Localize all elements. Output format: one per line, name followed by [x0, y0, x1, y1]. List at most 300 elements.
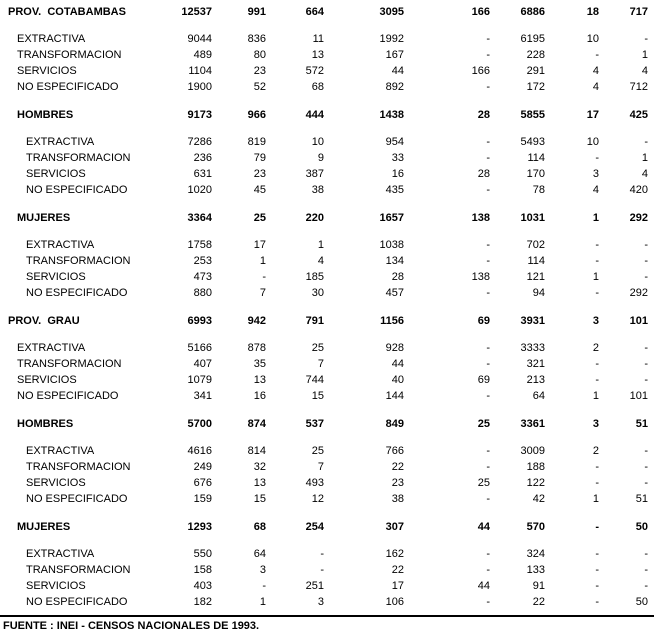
category-row	[0, 150, 654, 166]
value-cell: 1657	[379, 212, 404, 224]
value-cell: 23	[391, 477, 404, 489]
value-cell: 4	[592, 81, 599, 93]
value-cell: 17	[586, 109, 599, 121]
value-cell: 15	[253, 493, 266, 505]
value-cell: 22	[532, 596, 545, 608]
value-cell: 570	[526, 521, 545, 533]
row-label: PROV. GRAU	[8, 315, 80, 327]
value-cell: -	[595, 358, 599, 370]
value-cell: 16	[391, 168, 404, 180]
value-cell: 40	[391, 374, 404, 386]
value-cell: 1079	[187, 374, 212, 386]
value-cell: 407	[193, 358, 212, 370]
value-cell: 307	[385, 521, 404, 533]
value-cell: -	[644, 358, 648, 370]
category-row	[0, 134, 654, 150]
value-cell: 13	[253, 374, 266, 386]
value-cell: 22	[391, 564, 404, 576]
category-row	[0, 285, 654, 301]
value-cell: -	[595, 477, 599, 489]
value-cell: 966	[247, 109, 266, 121]
category-row	[0, 594, 654, 610]
value-cell: 6993	[187, 315, 212, 327]
value-cell: 114	[527, 255, 545, 267]
category-row	[0, 546, 654, 562]
value-cell: 9173	[187, 109, 212, 121]
value-cell: 79	[253, 152, 266, 164]
value-cell: -	[644, 445, 648, 457]
value-cell: -	[644, 33, 648, 45]
value-cell: 4	[592, 65, 599, 77]
value-cell: 64	[532, 390, 545, 402]
value-cell: 1758	[187, 239, 212, 251]
value-cell: -	[644, 548, 648, 560]
row-label: SERVICIOS	[26, 477, 86, 489]
row-label: NO ESPECIFICADO	[26, 493, 128, 505]
row-label: MUJERES	[17, 212, 71, 224]
source-note: FUENTE : INEI - CENSOS NACIONALES DE 1993.	[0, 615, 654, 633]
value-cell: -	[486, 461, 490, 473]
value-cell: -	[486, 81, 490, 93]
value-cell: 3	[317, 596, 324, 608]
value-cell: 435	[385, 184, 404, 196]
value-cell: 30	[311, 287, 324, 299]
value-cell: 133	[526, 564, 545, 576]
value-cell: 457	[385, 287, 404, 299]
value-cell: 489	[193, 49, 212, 61]
value-cell: 16	[253, 390, 266, 402]
value-cell: 68	[311, 81, 324, 93]
value-cell: 942	[247, 315, 266, 327]
category-row	[0, 166, 654, 182]
category-row	[0, 237, 654, 253]
value-cell: 444	[305, 109, 324, 121]
row-label: TRANSFORMACION	[26, 255, 131, 267]
value-cell: 292	[629, 212, 648, 224]
value-cell: 159	[193, 493, 212, 505]
row-label: HOMBRES	[17, 109, 74, 121]
value-cell: 836	[247, 33, 266, 45]
row-label: EXTRACTIVA	[26, 445, 95, 457]
value-cell: 13	[311, 49, 324, 61]
section-header-row	[0, 210, 654, 226]
value-cell: 80	[253, 49, 266, 61]
value-cell: 4	[592, 184, 599, 196]
value-cell: 5493	[520, 136, 545, 148]
value-cell: -	[486, 184, 490, 196]
value-cell: 1031	[520, 212, 545, 224]
value-cell: 10	[586, 136, 599, 148]
value-cell: 28	[477, 109, 490, 121]
value-cell: 78	[532, 184, 545, 196]
row-label: TRANSFORMACION	[17, 358, 122, 370]
value-cell: 4616	[187, 445, 212, 457]
value-cell: 23	[253, 168, 266, 180]
value-cell: 185	[305, 271, 324, 283]
value-cell: 6886	[520, 6, 545, 18]
row-label: TRANSFORMACION	[17, 49, 122, 61]
value-cell: 5700	[187, 418, 212, 430]
value-cell: 33	[391, 152, 404, 164]
value-cell: 928	[385, 342, 404, 354]
row-label: EXTRACTIVA	[17, 33, 86, 45]
value-cell: 6195	[520, 33, 545, 45]
row-label: SERVICIOS	[26, 271, 86, 283]
category-row	[0, 372, 654, 388]
value-cell: 167	[385, 49, 404, 61]
value-cell: 38	[391, 493, 404, 505]
value-cell: 17	[253, 239, 266, 251]
category-row	[0, 459, 654, 475]
value-cell: -	[486, 255, 490, 267]
value-cell: 631	[193, 168, 212, 180]
value-cell: -	[595, 461, 599, 473]
value-cell: 4	[641, 65, 648, 77]
section-header-row	[0, 416, 654, 432]
value-cell: -	[595, 521, 599, 533]
category-row	[0, 253, 654, 269]
value-cell: -	[644, 271, 648, 283]
value-cell: 880	[193, 287, 212, 299]
value-cell: 12537	[181, 6, 212, 18]
value-cell: -	[644, 255, 648, 267]
value-cell: 1	[259, 255, 266, 267]
value-cell: 162	[385, 548, 404, 560]
value-cell: 25	[311, 342, 324, 354]
value-cell: 17	[391, 580, 404, 592]
value-cell: 25	[311, 445, 324, 457]
value-cell: 1	[592, 212, 599, 224]
value-cell: 878	[247, 342, 266, 354]
value-cell: -	[595, 564, 599, 576]
value-cell: 702	[526, 239, 545, 251]
value-cell: 7	[259, 287, 266, 299]
category-row	[0, 47, 654, 63]
value-cell: 1038	[379, 239, 404, 251]
value-cell: 64	[253, 548, 266, 560]
value-cell: 220	[305, 212, 324, 224]
value-cell: 1	[592, 493, 599, 505]
value-cell: -	[595, 255, 599, 267]
value-cell: 23	[253, 65, 266, 77]
value-cell: 51	[635, 418, 648, 430]
category-row	[0, 31, 654, 47]
value-cell: 213	[526, 374, 545, 386]
value-cell: 341	[193, 390, 212, 402]
value-cell: 717	[629, 6, 648, 18]
value-cell: 170	[526, 168, 545, 180]
row-label: TRANSFORMACION	[26, 152, 131, 164]
value-cell: 572	[305, 65, 324, 77]
value-cell: 228	[526, 49, 545, 61]
value-cell: 69	[477, 315, 490, 327]
value-cell: 791	[305, 315, 324, 327]
value-cell: 69	[477, 374, 490, 386]
value-cell: 236	[193, 152, 212, 164]
value-cell: 387	[305, 168, 324, 180]
value-cell: 253	[193, 255, 212, 267]
value-cell: 664	[305, 6, 324, 18]
value-cell: 94	[532, 287, 545, 299]
value-cell: 121	[526, 271, 545, 283]
value-cell: -	[262, 271, 266, 283]
value-cell: 114	[527, 152, 545, 164]
value-cell: 158	[193, 564, 212, 576]
value-cell: 9	[317, 152, 324, 164]
value-cell: -	[644, 580, 648, 592]
value-cell: -	[644, 461, 648, 473]
value-cell: -	[644, 374, 648, 386]
value-cell: 138	[471, 271, 490, 283]
value-cell: 291	[526, 65, 545, 77]
value-cell: 10	[586, 33, 599, 45]
section-header-row	[0, 313, 654, 329]
value-cell: 676	[193, 477, 212, 489]
value-cell: 1	[592, 390, 599, 402]
value-cell: 172	[526, 81, 545, 93]
value-cell: -	[486, 596, 490, 608]
value-cell: 1	[259, 596, 266, 608]
value-cell: 101	[629, 315, 648, 327]
row-label: EXTRACTIVA	[26, 136, 95, 148]
value-cell: 38	[311, 184, 324, 196]
value-cell: 4	[641, 168, 648, 180]
value-cell: -	[644, 477, 648, 489]
value-cell: 3931	[520, 315, 545, 327]
value-cell: 425	[629, 109, 648, 121]
category-row	[0, 340, 654, 356]
value-cell: 7	[317, 461, 324, 473]
category-row	[0, 562, 654, 578]
value-cell: 182	[193, 596, 212, 608]
value-cell: 50	[635, 596, 648, 608]
value-cell: 51	[635, 493, 648, 505]
value-cell: 3	[259, 564, 266, 576]
row-label: TRANSFORMACION	[26, 564, 131, 576]
value-cell: 3009	[520, 445, 545, 457]
row-label: MUJERES	[17, 521, 71, 533]
value-cell: -	[320, 564, 324, 576]
row-label: NO ESPECIFICADO	[26, 596, 128, 608]
category-row	[0, 388, 654, 404]
value-cell: 11	[312, 33, 324, 45]
value-cell: -	[644, 136, 648, 148]
value-cell: 25	[477, 418, 490, 430]
value-cell: -	[595, 287, 599, 299]
value-cell: -	[486, 445, 490, 457]
value-cell: 251	[305, 580, 324, 592]
value-cell: -	[486, 548, 490, 560]
value-cell: 991	[247, 6, 266, 18]
value-cell: 188	[526, 461, 545, 473]
value-cell: 3	[592, 315, 599, 327]
row-label: SERVICIOS	[26, 168, 86, 180]
value-cell: 420	[629, 184, 648, 196]
value-cell: 166	[471, 6, 490, 18]
value-cell: 144	[385, 390, 404, 402]
row-label: NO ESPECIFICADO	[26, 184, 128, 196]
value-cell: -	[595, 596, 599, 608]
value-cell: 18	[586, 6, 599, 18]
value-cell: 1900	[187, 81, 212, 93]
value-cell: 292	[629, 287, 648, 299]
value-cell: 1438	[379, 109, 404, 121]
value-cell: 44	[477, 521, 490, 533]
value-cell: 44	[391, 65, 404, 77]
value-cell: -	[644, 342, 648, 354]
value-cell: 9044	[187, 33, 212, 45]
value-cell: -	[486, 49, 490, 61]
value-cell: 819	[247, 136, 266, 148]
category-row	[0, 79, 654, 95]
value-cell: 3	[592, 168, 599, 180]
value-cell: 712	[629, 81, 648, 93]
row-label: NO ESPECIFICADO	[17, 390, 119, 402]
section-header-row	[0, 4, 654, 20]
category-row	[0, 475, 654, 491]
value-cell: 91	[532, 580, 545, 592]
value-cell: 766	[385, 445, 404, 457]
row-label: EXTRACTIVA	[26, 548, 95, 560]
row-label: HOMBRES	[17, 418, 74, 430]
category-row	[0, 443, 654, 459]
category-row	[0, 491, 654, 507]
value-cell: -	[595, 152, 599, 164]
value-cell: 537	[305, 418, 324, 430]
value-cell: 1992	[379, 33, 404, 45]
row-label: PROV. COTABAMBAS	[8, 6, 126, 18]
value-cell: 4	[317, 255, 324, 267]
value-cell: 50	[635, 521, 648, 533]
category-row	[0, 63, 654, 79]
value-cell: 101	[629, 390, 648, 402]
category-row	[0, 356, 654, 372]
value-cell: 3095	[379, 6, 404, 18]
value-cell: 42	[532, 493, 545, 505]
value-cell: -	[644, 564, 648, 576]
value-cell: 1020	[187, 184, 212, 196]
value-cell: 22	[391, 461, 404, 473]
value-cell: 7	[317, 358, 324, 370]
value-cell: 814	[247, 445, 266, 457]
value-cell: -	[486, 493, 490, 505]
value-cell: 321	[526, 358, 545, 370]
value-cell: 68	[253, 521, 266, 533]
value-cell: 7286	[187, 136, 212, 148]
value-cell: 473	[193, 271, 212, 283]
value-cell: 1104	[188, 65, 212, 77]
row-label: SERVICIOS	[26, 580, 86, 592]
value-cell: 324	[526, 548, 545, 560]
value-cell: 25	[477, 477, 490, 489]
value-cell: 874	[247, 418, 266, 430]
row-label: EXTRACTIVA	[17, 342, 86, 354]
value-cell: -	[486, 239, 490, 251]
value-cell: 1	[592, 271, 599, 283]
value-cell: 44	[391, 358, 404, 370]
value-cell: 13	[253, 477, 266, 489]
value-cell: 45	[253, 184, 266, 196]
value-cell: -	[320, 548, 324, 560]
value-cell: 3364	[187, 212, 212, 224]
value-cell: 25	[253, 212, 266, 224]
value-cell: -	[486, 287, 490, 299]
value-cell: -	[595, 49, 599, 61]
section-header-row	[0, 519, 654, 535]
category-row	[0, 269, 654, 285]
value-cell: -	[595, 548, 599, 560]
value-cell: 106	[385, 596, 404, 608]
value-cell: -	[486, 342, 490, 354]
section-header-row	[0, 107, 654, 123]
value-cell: 1293	[187, 521, 212, 533]
value-cell: 954	[385, 136, 404, 148]
row-label: NO ESPECIFICADO	[17, 81, 119, 93]
value-cell: 12	[311, 493, 324, 505]
value-cell: 134	[385, 255, 404, 267]
value-cell: 1156	[380, 315, 404, 327]
value-cell: -	[644, 239, 648, 251]
value-cell: 249	[193, 461, 212, 473]
value-cell: 52	[253, 81, 266, 93]
value-cell: -	[486, 136, 490, 148]
value-cell: 28	[391, 271, 404, 283]
value-cell: 138	[471, 212, 490, 224]
value-cell: 1	[641, 49, 648, 61]
value-cell: 744	[305, 374, 324, 386]
value-cell: 10	[311, 136, 324, 148]
value-cell: 3	[592, 418, 599, 430]
value-cell: -	[486, 390, 490, 402]
value-cell: 3361	[520, 418, 545, 430]
value-cell: 32	[253, 461, 266, 473]
value-cell: 122	[526, 477, 545, 489]
category-row	[0, 578, 654, 594]
value-cell: 403	[193, 580, 212, 592]
value-cell: 2	[592, 342, 599, 354]
value-cell: 1	[317, 239, 324, 251]
row-label: NO ESPECIFICADO	[26, 287, 128, 299]
value-cell: 44	[477, 580, 490, 592]
value-cell: 892	[385, 81, 404, 93]
value-cell: 550	[193, 548, 212, 560]
value-cell: -	[262, 580, 266, 592]
value-cell: 3333	[520, 342, 545, 354]
row-label: TRANSFORMACION	[26, 461, 131, 473]
row-label: EXTRACTIVA	[26, 239, 95, 251]
value-cell: 254	[305, 521, 324, 533]
value-cell: 28	[477, 168, 490, 180]
value-cell: -	[486, 358, 490, 370]
value-cell: -	[595, 374, 599, 386]
value-cell: -	[486, 152, 490, 164]
value-cell: 2	[592, 445, 599, 457]
value-cell: 5166	[187, 342, 212, 354]
row-label: SERVICIOS	[17, 65, 77, 77]
value-cell: 35	[253, 358, 266, 370]
value-cell: 5855	[520, 109, 545, 121]
category-row	[0, 182, 654, 198]
value-cell: -	[595, 239, 599, 251]
value-cell: -	[486, 33, 490, 45]
row-label: SERVICIOS	[17, 374, 77, 386]
value-cell: 15	[311, 390, 324, 402]
value-cell: 493	[305, 477, 324, 489]
value-cell: 849	[385, 418, 404, 430]
value-cell: 166	[471, 65, 490, 77]
value-cell: -	[486, 564, 490, 576]
value-cell: 1	[641, 152, 648, 164]
